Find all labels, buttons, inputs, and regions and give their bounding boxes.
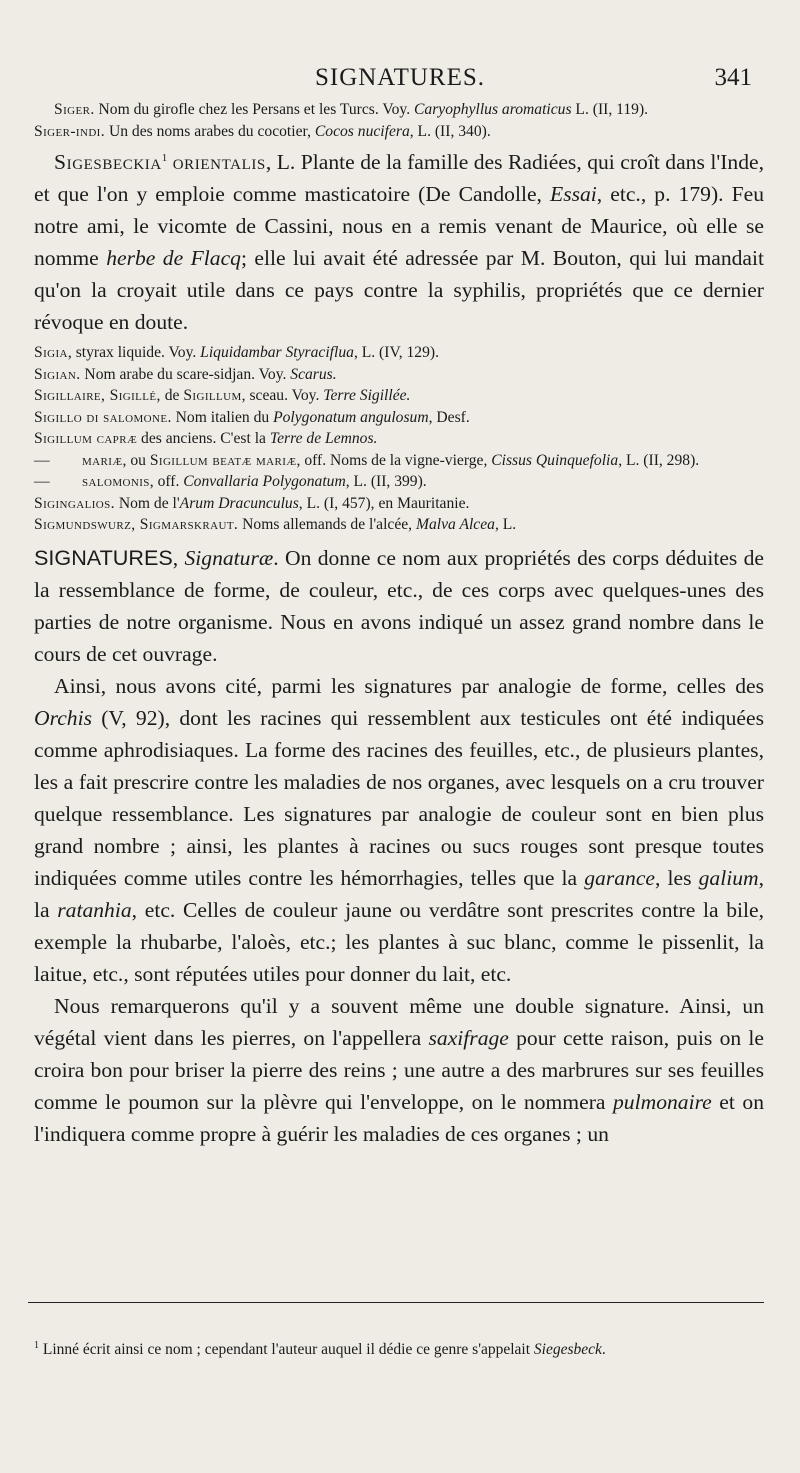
entry-siger-indi <box>34 121 764 143</box>
page-number: 341 <box>714 64 752 91</box>
latin-name: Liquidambar Styraciflua <box>200 344 354 362</box>
footnote <box>34 1334 764 1362</box>
entry-text: des anciens. C'est la <box>137 430 270 448</box>
latin-name: Cissus Quinquefolia <box>491 451 619 469</box>
headword: Sigillum capræ <box>34 430 138 448</box>
entry-sigmundswurz <box>34 514 764 536</box>
entry-text: , L. Plante de la famille des Radiées, qui croît dans l'Inde, et que l'on y emploie comme masticatoire (De Candolle, <box>34 150 764 207</box>
entry-text: Noms allemands de l'alcée, <box>238 516 416 534</box>
cross-reference: Terre de Lemnos. <box>269 430 378 448</box>
footnote-mark: 1 <box>34 1339 39 1351</box>
signatures-paragraph-2 <box>34 670 764 990</box>
entry-text: , les <box>655 865 699 890</box>
headword: Siger. <box>54 101 95 118</box>
entry-sigillaire <box>34 385 764 407</box>
entry-text: , off. Noms de la vigne-vierge, <box>296 451 492 469</box>
entry-text: , L. (II, 340). <box>409 122 491 140</box>
footnote-rule <box>28 1302 764 1303</box>
person-name: Siegesbeck <box>533 1340 602 1358</box>
entry-text: . On donne ce nom aux propriétés des corps déduites de la ressemblance de forme, de couleur, etc., de ces corps avec quelques-unes des parties de notre organisme. Nous en avons indiqué un assez grand nombre dans le cours de cet ouvrage. <box>34 545 764 666</box>
latin-name: Arum Dracunculus <box>179 494 299 512</box>
plant-name: pulmonaire <box>613 1089 712 1114</box>
book-title: Essai <box>550 182 597 207</box>
entry-text: , L. (II, 298). <box>618 451 700 469</box>
entry-text: Nom italien du <box>171 408 274 426</box>
entry-sigesbeckia <box>34 142 764 338</box>
latin-name: Signaturæ <box>184 545 274 570</box>
entry-text: , <box>172 545 185 570</box>
page-header <box>0 64 800 100</box>
entry-siger <box>34 99 764 121</box>
entry-text: Nom de l' <box>114 494 180 512</box>
entry-sigillum-mariae <box>34 450 764 472</box>
entry-text: , L. (II, 399). <box>345 473 427 491</box>
footnote-text: . <box>601 1340 606 1358</box>
entry-text: pour cette raison, puis on le croira bon pour briser la pierre des reins ; une autre a des marbrures sur ses feuilles comme le poumon sur la plèvre qui l'enveloppe, on le nommera <box>34 1025 764 1114</box>
entry-sigingalios <box>34 493 764 515</box>
entry-text: , L. <box>494 516 517 534</box>
entry-text: , sceau. Voy. <box>241 387 324 405</box>
entry-sigillum-salomonis <box>34 471 764 493</box>
headword: Sigingalios. <box>34 494 115 512</box>
vernacular-name: herbe de Flacq <box>106 246 241 271</box>
entry-text: , la <box>34 865 764 922</box>
footnote-text: Linné écrit ainsi ce nom ; cependant l'auteur auquel il dédie ce genre s'appelait <box>39 1340 534 1358</box>
latin-name: Convallaria Polygonatum <box>183 473 346 491</box>
headword: SIGNATURES <box>34 544 173 570</box>
entry-text: , off. <box>149 473 184 491</box>
ditto-dash: — <box>34 451 50 469</box>
headword: Sigesbeckia <box>54 150 162 175</box>
entries <box>34 99 764 1150</box>
entry-text: , ou <box>122 451 150 469</box>
headword: orientalis <box>172 150 266 175</box>
entry-text: Ainsi, nous avons cité, parmi les signatures par analogie de forme, celles des <box>54 673 764 698</box>
latin-name: Orchis <box>34 705 92 730</box>
headword: mariæ <box>82 451 123 469</box>
entry-text: de <box>160 387 184 405</box>
entry-text: , Desf. <box>428 408 470 426</box>
entry-sigillum-caprae <box>34 428 764 450</box>
entry-text: (V, 92), dont les racines qui ressemblent aux testicules ont été indiquées comme aphrodisiaques. La forme des racines des feuilles, etc., de plusieurs plantes, les a fait prescrire contre les maladies de nos organes, avec lesquels on a cru trouver quelque ressemblance. Les signatures par analogie de couleur sont en bien plus grand nombre ; ainsi, les plantes à racines ou sucs rouges sont presque toutes indiquées comme utiles contre les hémorrhagies, telles que la <box>34 705 764 890</box>
entry-text: , styrax liquide. Voy. <box>67 344 201 362</box>
entry-text: , etc. Celles de couleur jaune ou verdâtre sont prescrites contre la bile, exemple la rhubarbe, l'aloès, etc.; les plantes à suc blanc, comme le pissenlit, la laitue, etc., sont réputées utiles pour donner du lait, etc. <box>34 897 765 986</box>
footnote-ref: 1 <box>161 152 168 164</box>
headword: Sigillum <box>183 387 242 405</box>
entry-sigia <box>34 342 764 364</box>
headword: Sigillaire, Sigillé, <box>34 387 161 405</box>
headword: salomonis <box>82 473 150 491</box>
entry-text: , etc., p. 179). Feu notre ami, le vicomte de Cassini, nous en a remis venant de Maurice, où elle se nomme <box>34 182 764 271</box>
entry-text: ; elle lui avait été adressée par M. Bouton, qui lui mandait qu'on la croyait utile dans ce pays contre la syphilis, propriétés que ce dernier révoque en doute. <box>34 246 765 335</box>
entry-sigillo <box>34 407 764 429</box>
entry-text: Nous remarquerons qu'il y a souvent même une double signature. Ainsi, un végétal vient dans les pierres, on l'appellera <box>34 993 764 1050</box>
signatures-paragraph-1 <box>34 542 764 670</box>
entry-sigian <box>34 364 764 386</box>
ditto-dash: — <box>34 473 50 491</box>
latin-name: Caryophyllus aromaticus <box>414 101 572 118</box>
headword: Sigian. <box>34 365 81 383</box>
headword: Sigillum beatæ mariæ <box>149 451 297 469</box>
plant-name: galium <box>698 865 759 890</box>
latin-name: Cocos nucifera <box>314 122 410 140</box>
entry-text: , L. (IV, 129). <box>353 344 439 362</box>
cross-reference: Terre Sigillée. <box>323 387 411 405</box>
entry-text: Nom arabe du scare-sidjan. Voy. <box>80 365 291 383</box>
plant-name: saxifrage <box>428 1025 509 1050</box>
plant-name: garance <box>584 865 655 890</box>
entry-text: Un des noms arabes du cocotier, <box>105 122 315 140</box>
headword: Siger-indi. <box>34 122 106 140</box>
headword: Sigillo di salomone. <box>34 408 172 426</box>
running-title: SIGNATURES. <box>314 64 486 91</box>
headword: Sigmundswurz, Sigmarskraut. <box>34 516 239 534</box>
plant-name: ratanhia <box>57 897 132 922</box>
headword: Sigia <box>34 344 68 362</box>
signatures-paragraph-3 <box>34 990 764 1150</box>
entry-text: et on l'indiquera comme propre à guérir les maladies de ces organes ; un <box>34 1089 764 1146</box>
entry-text: Nom du girofle chez les Persans et les Turcs. Voy. <box>94 101 414 118</box>
latin-name: Polygonatum angulosum <box>273 408 429 426</box>
entry-text: L. (II, 119). <box>571 101 649 118</box>
latin-name: Scarus. <box>290 365 337 383</box>
latin-name: Malva Alcea <box>415 516 495 534</box>
entry-text: , L. (I, 457), en Mauritanie. <box>298 494 470 512</box>
